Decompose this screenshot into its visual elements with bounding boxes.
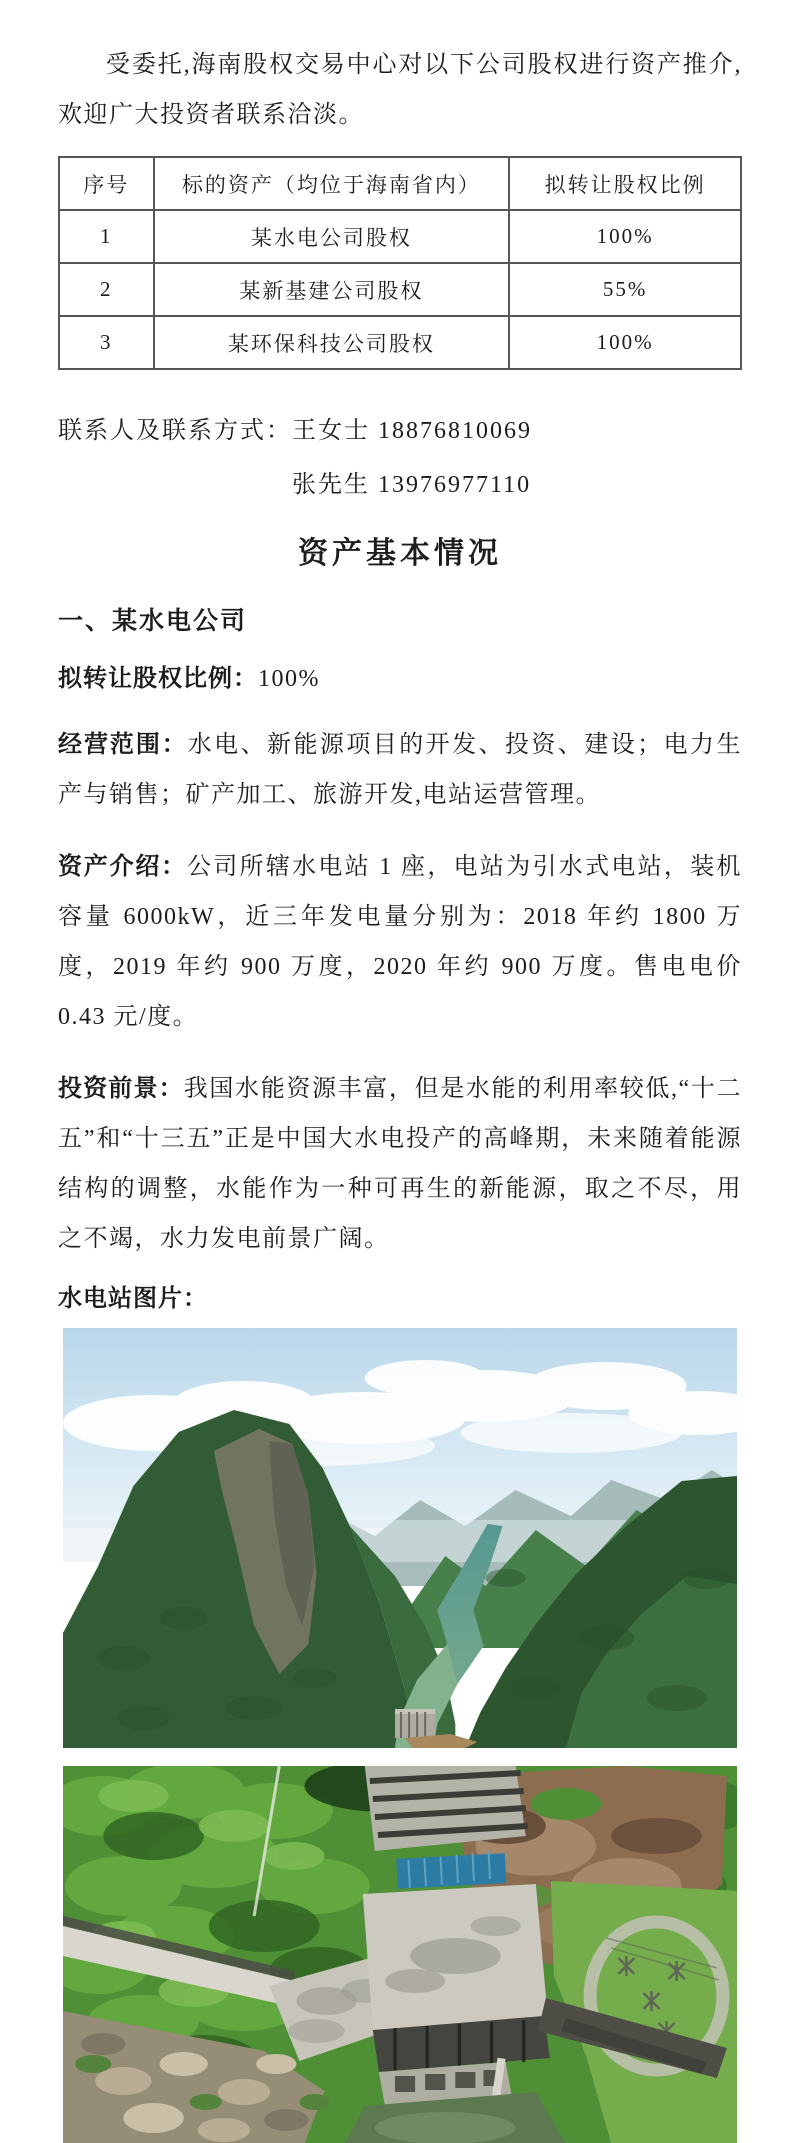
asset-intro-text: 公司所辖水电站 1 座，电站为引水式电站，装机容量 6000kW，近三年发电量分别为：2018 年约 1800 万度，2019 年约 900 万度，2020 年约 900 万度。售电电价 0.43 元/度。: [58, 854, 743, 1030]
cell-no: 1: [59, 210, 154, 263]
cell-ratio: 100%: [509, 210, 741, 263]
contact-values: [292, 404, 532, 512]
cell-no: 3: [59, 316, 154, 369]
section-title: 一、某水电公司: [58, 607, 248, 635]
hydropower-station-illustration: [63, 1766, 737, 2143]
photos-label: 水电站图片：: [58, 1285, 208, 1312]
river-gorge-illustration: [63, 1328, 737, 1748]
cell-asset: 某环保科技公司股权: [154, 316, 510, 369]
contact-label: 联系人及联系方式：: [58, 418, 292, 444]
investment-prospect-label: 投资前景：: [58, 1075, 184, 1102]
header-cell-asset: 标的资产（均位于海南省内）: [154, 157, 510, 210]
transfer-ratio-line: [58, 662, 742, 696]
transfer-ratio-value: 100%: [258, 666, 320, 692]
table-row: [59, 263, 741, 316]
cell-no: 2: [59, 263, 154, 316]
transfer-ratio-label: 拟转让股权比例：: [58, 665, 258, 692]
cell-asset: 某新基建公司股权: [154, 263, 510, 316]
header-cell-no: 序号: [59, 157, 154, 210]
header-cell-ratio: 拟转让股权比例: [509, 157, 741, 210]
contact-block: [58, 404, 742, 512]
page-title: 资产基本情况: [298, 537, 502, 570]
cell-ratio: 100%: [509, 316, 741, 369]
river-gorge-aerial-photo: [63, 1328, 737, 1748]
contact-person-2: 张先生 13976977110: [292, 472, 532, 498]
business-scope-label: 经营范围：: [58, 731, 188, 758]
business-scope-paragraph: [58, 720, 742, 820]
asset-intro-label: 资产介绍：: [58, 853, 187, 880]
investment-prospect-text: 我国水能资源丰富，但是水能的利用率较低,“十二五”和“十三五”正是中国大水电投产的高峰期，未来随着能源结构的调整，水能作为一种可再生的新能源，取之不尽，用之不竭，水力发电前景广阔。: [58, 1076, 743, 1252]
hydropower-station-top-view-photo: [63, 1766, 737, 2143]
table-row: [59, 210, 741, 263]
business-scope-text: 水电、新能源项目的开发、投资、建设；电力生产与销售；矿产加工、旅游开发,电站运营管理。: [58, 732, 743, 808]
investment-prospect-paragraph: [58, 1064, 742, 1264]
contact-person-1: 王女士 18876810069: [292, 418, 532, 444]
cell-ratio: 55%: [509, 263, 741, 316]
table-row: [59, 316, 741, 369]
cell-asset: 某水电公司股权: [154, 210, 510, 263]
intro-paragraph: 受委托,海南股权交易中心对以下公司股权进行资产推介,欢迎广大投资者联系洽淡。: [58, 52, 742, 128]
assets-table: [58, 156, 742, 370]
table-header-row: [59, 157, 741, 210]
asset-intro-paragraph: [58, 842, 742, 1042]
